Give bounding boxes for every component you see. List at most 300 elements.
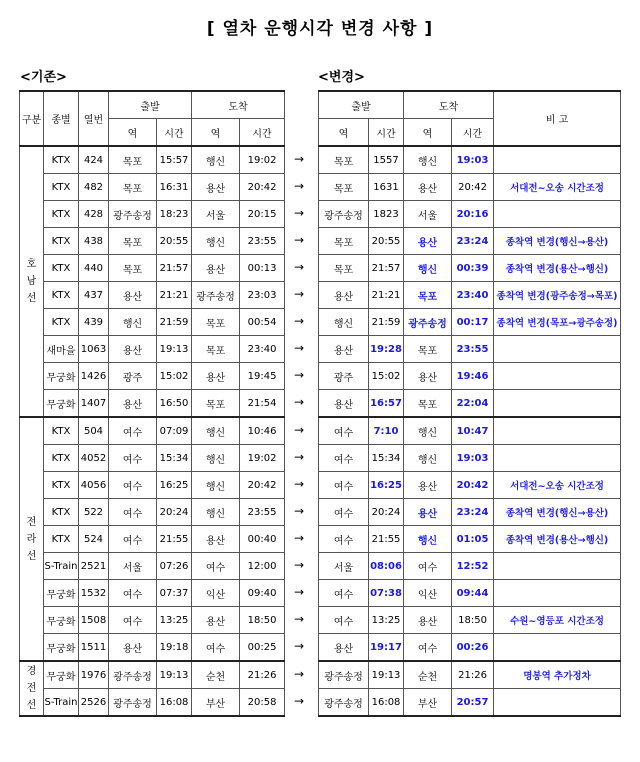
train-type: KTX [44,282,79,309]
old-table-row [20,174,285,201]
new-departure-time: 16:08 [369,689,404,717]
train-type: KTX [44,255,79,282]
new-departure-time: 08:06 [369,553,404,580]
new-arrival-time: 00:26 [452,634,494,662]
remarks-row [494,228,621,255]
remark-text [494,363,621,390]
new-departure-station: 광주송정 [319,661,369,689]
train-number: 4052 [79,445,109,472]
train-type: 무궁화 [44,607,79,634]
arrival-time: 00:13 [240,255,285,282]
change-arrow-icon: → [293,151,305,166]
new-table-row [319,201,494,228]
arrival-station: 서울 [192,201,240,228]
change-arrow-icon: → [293,477,305,491]
train-number: 1426 [79,363,109,390]
header-arr-station: 역 [192,119,240,147]
new-departure-time: 21:21 [369,282,404,309]
header-dep-time: 시간 [157,119,192,147]
train-type: KTX [44,146,79,174]
departure-time: 19:18 [157,634,192,662]
old-table-row [20,201,285,228]
new-arrival-station: 용산 [404,607,452,634]
train-number: 1407 [79,390,109,418]
old-table-row [20,445,285,472]
new-arrival-time: 09:44 [452,580,494,607]
arrival-time: 23:55 [240,228,285,255]
new-departure-time: 21:57 [369,255,404,282]
header-new-arr-time: 시간 [452,119,494,147]
change-arrow-icon: → [293,422,305,437]
train-number: 2526 [79,689,109,717]
remark-text [494,689,621,717]
old-table-row [20,309,285,336]
new-table-row [319,282,494,309]
departure-time: 15:02 [157,363,192,390]
change-arrow-icon: → [293,287,305,301]
new-table-row [319,526,494,553]
new-departure-time: 13:25 [369,607,404,634]
arrival-time: 21:54 [240,390,285,418]
new-departure-time: 7:10 [369,417,404,445]
line-group-label: 호남선 [20,146,44,417]
new-arrival-station: 행신 [404,445,452,472]
train-type: 무궁화 [44,580,79,607]
line-group-label: 경전선 [20,661,44,716]
arrival-time: 20:42 [240,174,285,201]
new-arrival-station: 행신 [404,526,452,553]
remark-text: 수원~영등포 시간조정 [494,607,621,634]
header-arrival: 도착 [192,91,285,119]
new-departure-station: 행신 [319,309,369,336]
line-group-label: 전라선 [20,417,44,661]
new-arrival-station: 행신 [404,417,452,445]
new-arrival-time: 00:39 [452,255,494,282]
train-type: KTX [44,526,79,553]
remarks-row [494,445,621,472]
train-type: S-Train [44,689,79,717]
new-arrival-time: 12:52 [452,553,494,580]
new-departure-time: 20:55 [369,228,404,255]
arrival-station: 용산 [192,174,240,201]
train-number: 424 [79,146,109,174]
departure-time: 20:55 [157,228,192,255]
train-type: KTX [44,472,79,499]
departure-station: 광주송정 [109,661,157,689]
new-arrival-station: 부산 [404,689,452,717]
departure-station: 여수 [109,607,157,634]
new-table-row [319,634,494,662]
new-arrival-time: 21:26 [452,661,494,689]
header-new-dep-time: 시간 [369,119,404,147]
change-arrow-icon: → [293,504,305,518]
header-new-departure: 출발 [319,91,404,119]
old-table-row [20,526,285,553]
remarks-row [494,689,621,717]
arrival-time: 00:40 [240,526,285,553]
arrival-station: 순천 [192,661,240,689]
header-new-arr-station: 역 [404,119,452,147]
change-arrow-icon: → [293,341,305,355]
train-type: 무궁화 [44,363,79,390]
train-number: 504 [79,417,109,445]
arrival-time: 23:40 [240,336,285,363]
old-table-row [20,634,285,662]
new-departure-time: 1557 [369,146,404,174]
remarks-row [494,417,621,445]
new-departure-time: 21:55 [369,526,404,553]
old-table-row [20,363,285,390]
remarks-table [493,90,621,717]
arrival-station: 광주송정 [192,282,240,309]
remark-text: 종착역 변경(행신→용산) [494,499,621,526]
remarks-row [494,634,621,662]
change-arrow-icon: → [293,694,305,709]
train-type: KTX [44,309,79,336]
new-arrival-time: 20:57 [452,689,494,717]
train-type: S-Train [44,553,79,580]
header-train-no: 열번 [79,91,109,146]
old-table-row [20,282,285,309]
departure-time: 21:57 [157,255,192,282]
train-number: 440 [79,255,109,282]
new-table-row [319,445,494,472]
departure-station: 목포 [109,174,157,201]
new-table-row [319,363,494,390]
remarks-row [494,282,621,309]
change-arrow-icon: → [293,450,305,464]
arrival-time: 18:50 [240,607,285,634]
new-arrival-time: 23:40 [452,282,494,309]
new-departure-station: 여수 [319,472,369,499]
new-table-row [319,607,494,634]
train-number: 1976 [79,661,109,689]
remarks-row [494,553,621,580]
departure-station: 광주 [109,363,157,390]
new-arrival-station: 행신 [404,255,452,282]
departure-station: 서울 [109,553,157,580]
arrival-station: 행신 [192,472,240,499]
change-arrow-icon: → [293,558,305,572]
remarks-row [494,309,621,336]
arrival-time: 19:02 [240,146,285,174]
departure-station: 용산 [109,282,157,309]
arrival-time: 23:55 [240,499,285,526]
old-table-row [20,499,285,526]
new-arrival-station: 순천 [404,661,452,689]
remark-text: 종착역 변경(용산→행신) [494,526,621,553]
new-table-row [319,417,494,445]
arrival-station: 용산 [192,363,240,390]
new-table-row [319,580,494,607]
arrival-station: 익산 [192,580,240,607]
arrival-station: 행신 [192,146,240,174]
new-departure-station: 여수 [319,580,369,607]
new-departure-station: 여수 [319,607,369,634]
arrival-time: 20:58 [240,689,285,717]
train-number: 428 [79,201,109,228]
departure-station: 광주송정 [109,201,157,228]
old-schedule-table [19,90,285,717]
remarks-row [494,174,621,201]
departure-time: 15:57 [157,146,192,174]
new-departure-station: 용산 [319,390,369,418]
departure-time: 21:21 [157,282,192,309]
page-title: [ 열차 운행시각 변경 사항 ] [206,19,434,39]
remarks-row [494,255,621,282]
new-section-label: <변경> [318,70,365,85]
new-arrival-station: 여수 [404,634,452,662]
arrival-time: 19:02 [240,445,285,472]
header-remarks: 비 고 [494,91,621,146]
new-departure-time: 21:59 [369,309,404,336]
arrival-station: 목포 [192,309,240,336]
arrival-station: 부산 [192,689,240,717]
remarks-row [494,201,621,228]
header-type: 종별 [44,91,79,146]
new-table-row [319,174,494,201]
new-arrival-station: 목포 [404,282,452,309]
old-table-row [20,607,285,634]
new-departure-time: 19:13 [369,661,404,689]
new-arrival-time: 23:55 [452,336,494,363]
train-number: 437 [79,282,109,309]
header-gubun: 구분 [20,91,44,146]
train-type: KTX [44,228,79,255]
departure-time: 13:25 [157,607,192,634]
new-departure-station: 목포 [319,255,369,282]
old-table-row [20,390,285,418]
change-arrow-icon: → [293,666,305,681]
new-arrival-station: 용산 [404,472,452,499]
new-departure-station: 용산 [319,282,369,309]
new-arrival-station: 목포 [404,336,452,363]
train-type: 새마을 [44,336,79,363]
new-table-row [319,661,494,689]
new-arrival-time: 20:42 [452,472,494,499]
new-departure-station: 용산 [319,634,369,662]
new-schedule-table [318,90,494,717]
change-arrow-icon: → [293,639,305,654]
new-arrival-station: 용산 [404,363,452,390]
change-arrow-icon: → [293,233,305,247]
arrival-station: 용산 [192,607,240,634]
remark-text [494,445,621,472]
arrival-station: 용산 [192,255,240,282]
new-departure-station: 서울 [319,553,369,580]
departure-time: 19:13 [157,661,192,689]
departure-station: 여수 [109,580,157,607]
remarks-row [494,499,621,526]
train-number: 4056 [79,472,109,499]
new-departure-station: 여수 [319,417,369,445]
remark-text: 서대전~오송 시간조정 [494,174,621,201]
train-number: 438 [79,228,109,255]
header-departure: 출발 [109,91,192,119]
departure-time: 16:31 [157,174,192,201]
new-departure-time: 16:25 [369,472,404,499]
departure-station: 여수 [109,472,157,499]
new-departure-time: 19:28 [369,336,404,363]
old-table-row [20,553,285,580]
new-departure-station: 광주송정 [319,201,369,228]
new-table-row [319,309,494,336]
train-type: KTX [44,499,79,526]
new-arrival-station: 여수 [404,553,452,580]
change-arrow-icon: → [293,531,305,545]
train-type: KTX [44,417,79,445]
new-arrival-time: 23:24 [452,499,494,526]
remarks-row [494,472,621,499]
remark-text [494,390,621,418]
departure-station: 행신 [109,309,157,336]
departure-time: 15:34 [157,445,192,472]
new-arrival-station: 서울 [404,201,452,228]
arrival-station: 여수 [192,553,240,580]
remark-text [494,417,621,445]
new-table-row [319,689,494,717]
remark-text: 종착역 변경(목포→광주송정) [494,309,621,336]
arrival-station: 행신 [192,499,240,526]
arrival-station: 목포 [192,336,240,363]
header-arr-time: 시간 [240,119,285,147]
departure-time: 20:24 [157,499,192,526]
new-arrival-time: 10:47 [452,417,494,445]
new-departure-time: 15:34 [369,445,404,472]
change-arrow-icon: → [293,395,305,410]
departure-station: 여수 [109,499,157,526]
train-type: KTX [44,445,79,472]
old-table-row [20,580,285,607]
arrival-time: 10:46 [240,417,285,445]
remark-text [494,553,621,580]
arrival-time: 00:25 [240,634,285,662]
new-departure-time: 19:17 [369,634,404,662]
departure-station: 목포 [109,255,157,282]
remarks-row [494,363,621,390]
change-arrow-icon: → [293,206,305,220]
old-table-row [20,255,285,282]
train-number: 482 [79,174,109,201]
remark-text [494,336,621,363]
arrival-station: 용산 [192,526,240,553]
remarks-row [494,336,621,363]
new-table-row [319,228,494,255]
change-arrow-icon: → [293,368,305,382]
departure-station: 여수 [109,417,157,445]
train-type: KTX [44,174,79,201]
remark-text [494,634,621,662]
departure-station: 목포 [109,146,157,174]
remark-text [494,201,621,228]
departure-time: 21:59 [157,309,192,336]
old-table-row [20,689,285,717]
train-number: 2521 [79,553,109,580]
departure-time: 18:23 [157,201,192,228]
change-arrow-icon: → [293,585,305,599]
departure-station: 용산 [109,634,157,662]
train-number: 1508 [79,607,109,634]
departure-station: 용산 [109,336,157,363]
departure-station: 용산 [109,390,157,418]
change-arrow-icon: → [293,612,305,626]
new-table-row [319,472,494,499]
train-type: 무궁화 [44,390,79,418]
new-arrival-station: 용산 [404,228,452,255]
new-arrival-station: 익산 [404,580,452,607]
new-departure-time: 20:24 [369,499,404,526]
arrival-station: 행신 [192,417,240,445]
new-table-row [319,390,494,418]
new-departure-station: 목포 [319,228,369,255]
remarks-row [494,661,621,689]
arrival-time: 00:54 [240,309,285,336]
old-table-row [20,146,285,174]
new-arrival-station: 목포 [404,390,452,418]
new-arrival-time: 22:04 [452,390,494,418]
old-table-row [20,417,285,445]
train-number: 439 [79,309,109,336]
departure-time: 07:37 [157,580,192,607]
train-type: KTX [44,201,79,228]
new-departure-station: 목포 [319,146,369,174]
remark-text: 종착역 변경(광주송정→목포) [494,282,621,309]
remark-text [494,580,621,607]
train-number: 522 [79,499,109,526]
arrival-time: 12:00 [240,553,285,580]
change-arrow-icon: → [293,260,305,274]
departure-station: 목포 [109,228,157,255]
new-arrival-station: 광주송정 [404,309,452,336]
train-type: 무궁화 [44,661,79,689]
arrival-station: 여수 [192,634,240,662]
new-table-row [319,553,494,580]
remarks-row [494,146,621,174]
remark-text [494,146,621,174]
old-table-row [20,228,285,255]
new-departure-station: 용산 [319,336,369,363]
new-arrival-time: 19:46 [452,363,494,390]
old-section-label: <기존> [20,70,67,85]
departure-station: 여수 [109,526,157,553]
departure-station: 광주송정 [109,689,157,717]
new-departure-time: 1631 [369,174,404,201]
departure-time: 07:09 [157,417,192,445]
remarks-row [494,390,621,418]
departure-time: 07:26 [157,553,192,580]
new-departure-station: 여수 [319,499,369,526]
new-departure-time: 07:38 [369,580,404,607]
new-departure-time: 15:02 [369,363,404,390]
new-departure-station: 여수 [319,445,369,472]
header-new-arrival: 도착 [404,91,494,119]
departure-time: 16:08 [157,689,192,717]
new-departure-time: 16:57 [369,390,404,418]
new-arrival-time: 20:42 [452,174,494,201]
train-type: 무궁화 [44,634,79,662]
remark-text: 명봉역 추가정차 [494,661,621,689]
new-arrival-time: 01:05 [452,526,494,553]
remarks-row [494,607,621,634]
arrival-time: 21:26 [240,661,285,689]
remark-text: 종착역 변경(용산→행신) [494,255,621,282]
new-table-row [319,255,494,282]
new-arrival-station: 용산 [404,174,452,201]
new-table-row [319,336,494,363]
departure-time: 16:50 [157,390,192,418]
new-departure-station: 광주송정 [319,689,369,717]
arrival-time: 20:42 [240,472,285,499]
